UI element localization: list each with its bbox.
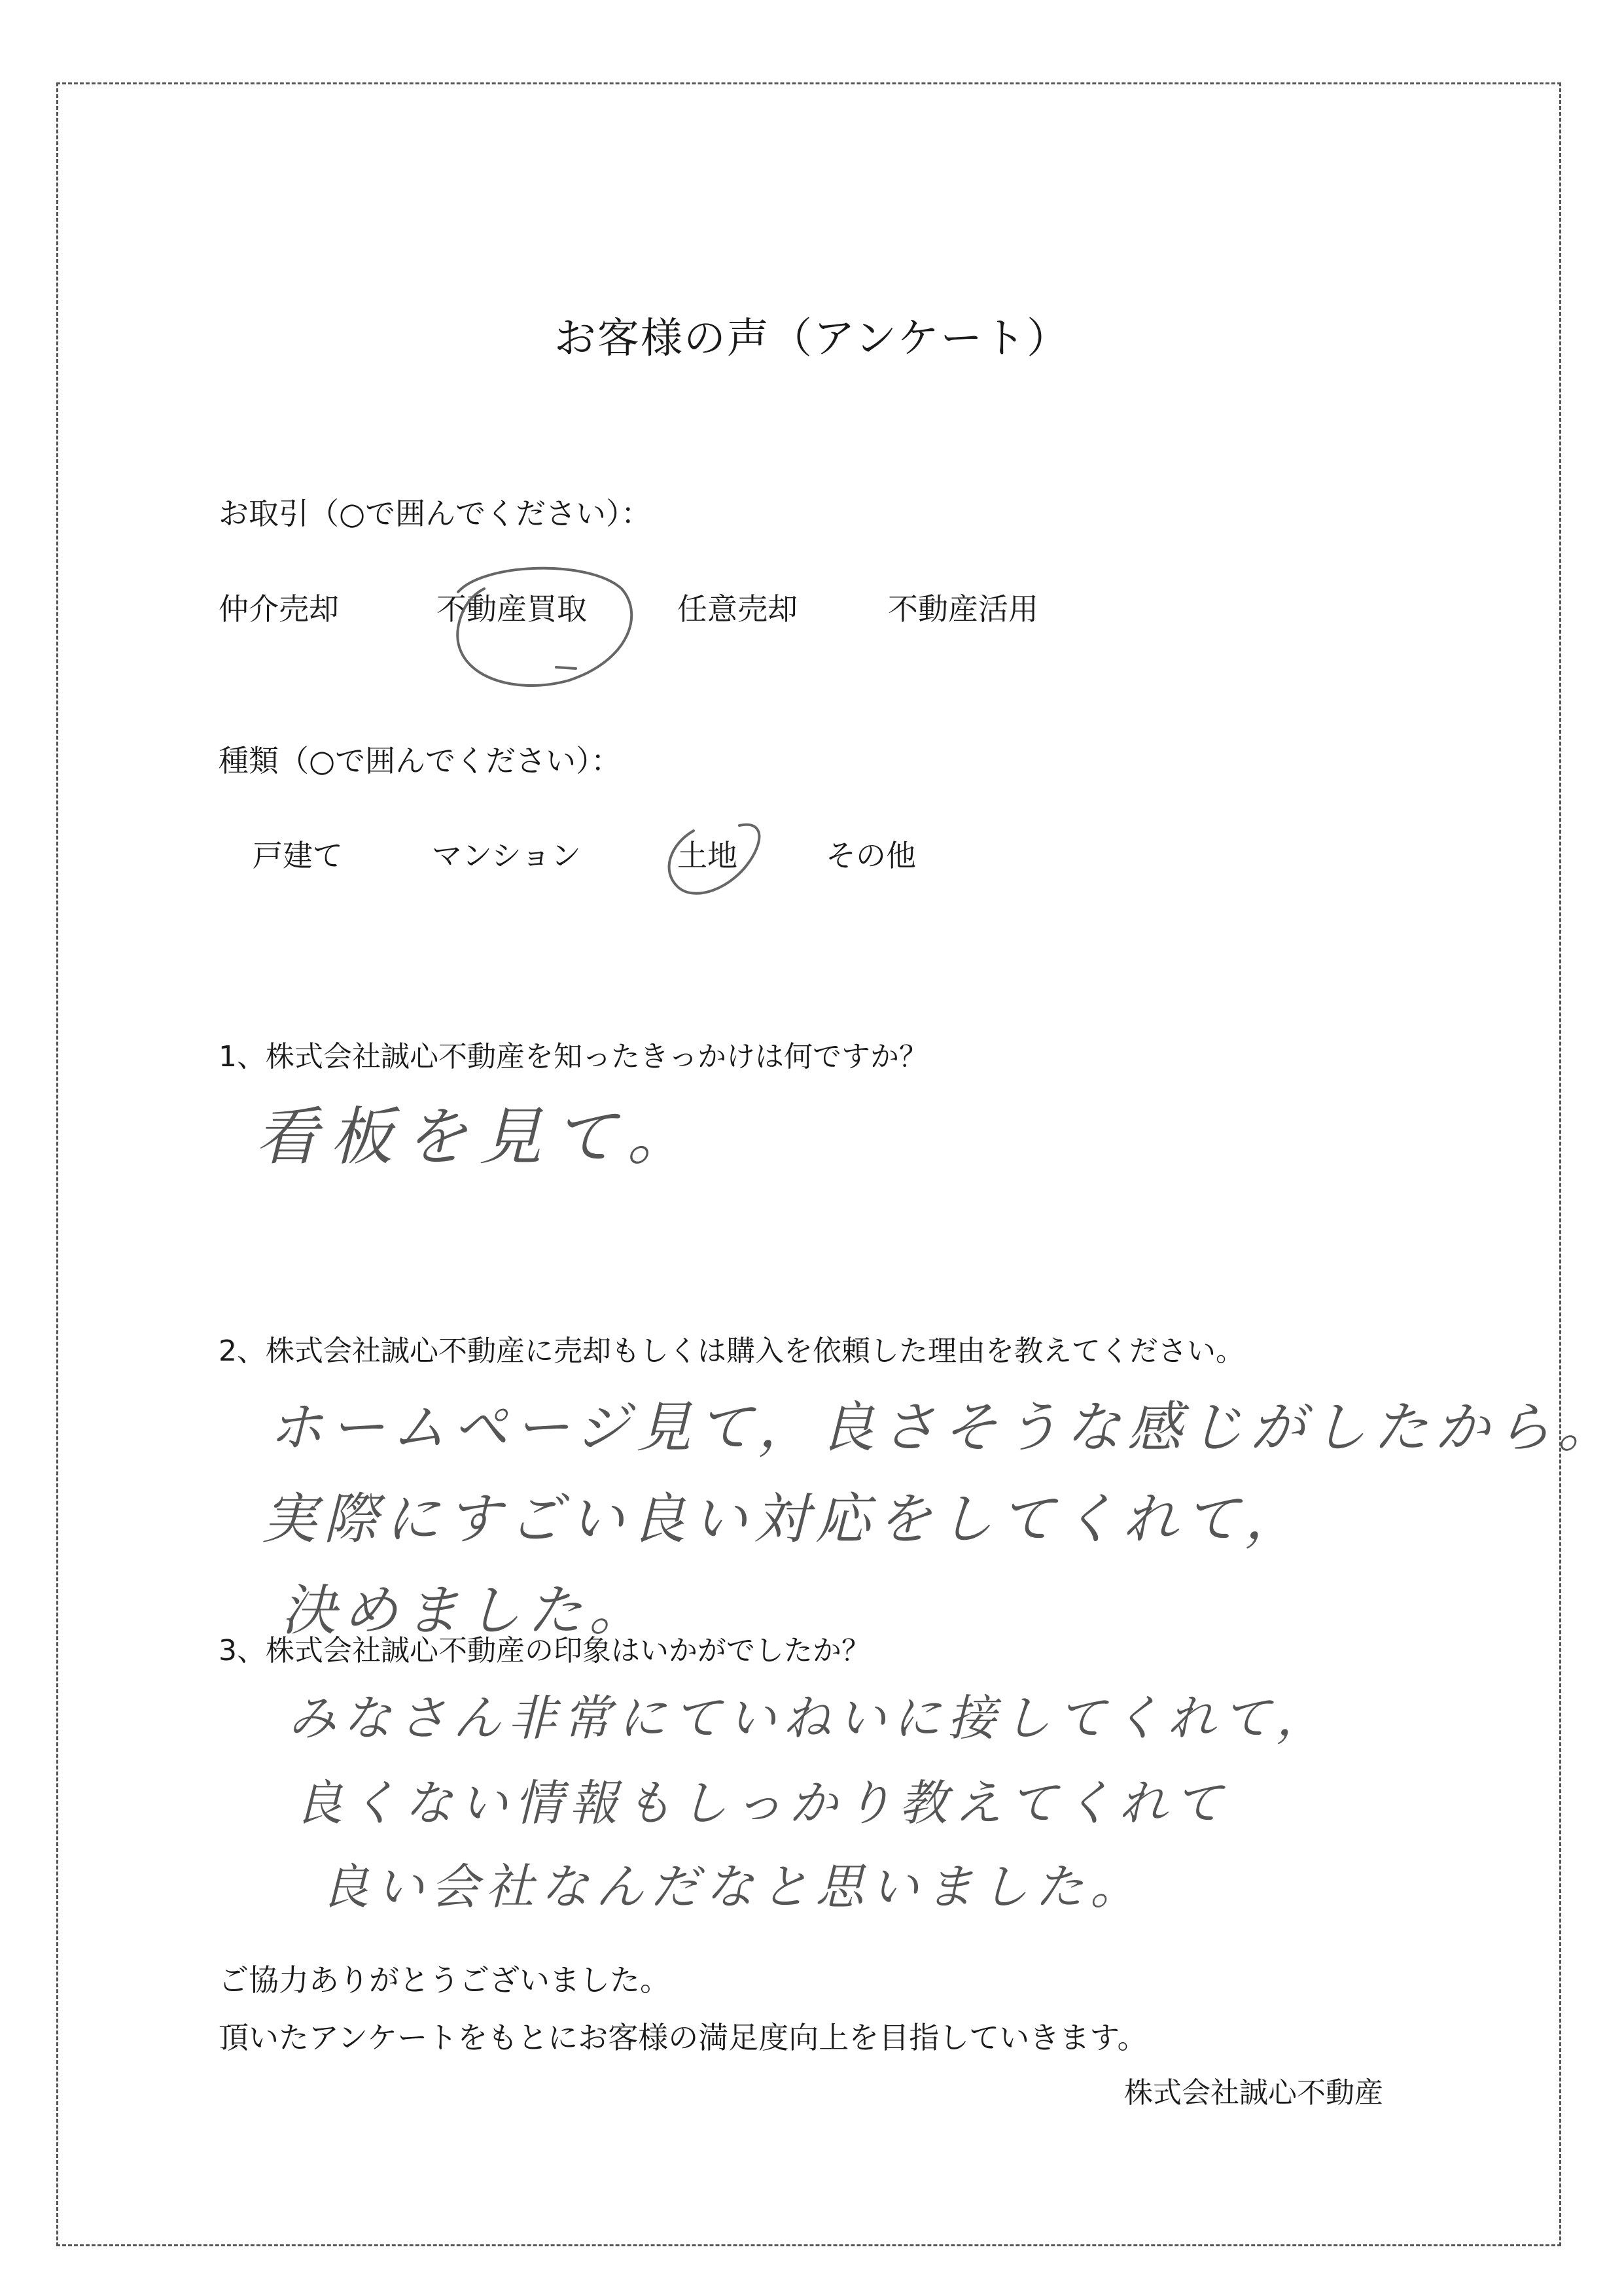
question-1: 1、株式会社誠心不動産を知ったきっかけは何ですか？ — [219, 1040, 928, 1073]
answer-2-line-2: 実際にすごい良い対応をしてくれて， — [262, 1487, 1307, 1551]
company-signature: 株式会社誠心不動産 — [1124, 2076, 1383, 2110]
answer-3-line-2: 良くない情報もしっかり教えてくれて — [294, 1775, 1229, 1832]
answer-2-line-1: ホームページ見て，良さそうな感じがしたから。 — [268, 1395, 1619, 1459]
answer-3-line-1: みなさん非常にていねいに接してくれて， — [288, 1690, 1332, 1747]
improvement-line: 頂いたアンケートをもとにお客様の満足度向上を目指していきます。 — [219, 2020, 1148, 2055]
property-type-label: 種類（○で囲んでください）： — [219, 743, 622, 778]
thanks-line: ご協力ありがとうございました。 — [219, 1962, 670, 1998]
type-option-house[interactable]: 戸建て — [253, 838, 343, 873]
answer-2-line-3: 決めました。 — [281, 1578, 651, 1643]
question-2: 2、株式会社誠心不動産に売却もしくは購入を依頼した理由を教えてください。 — [219, 1334, 1244, 1368]
transaction-option-voluntary-sale[interactable]: 任意売却 — [677, 591, 798, 627]
type-option-other[interactable]: その他 — [826, 838, 916, 873]
type-option-condo[interactable]: マンション — [432, 838, 581, 873]
transaction-option-brokerage[interactable]: 仲介売却 — [219, 591, 339, 627]
type-option-land[interactable]: 土地 — [677, 838, 737, 873]
transaction-label: お取引（○で囲んでください）： — [219, 496, 652, 531]
answer-1-line-1: 看板を見て。 — [255, 1100, 702, 1174]
question-3: 3、株式会社誠心不動産の印象はいかがでしたか？ — [219, 1634, 870, 1667]
answer-3-line-3: 良い会社なんだなと思いました。 — [321, 1859, 1145, 1915]
transaction-option-buyout[interactable]: 不動産買取 — [436, 591, 587, 627]
transaction-option-utilization[interactable]: 不動産活用 — [888, 591, 1038, 627]
page-title: お客様の声（アンケート） — [554, 315, 1070, 363]
